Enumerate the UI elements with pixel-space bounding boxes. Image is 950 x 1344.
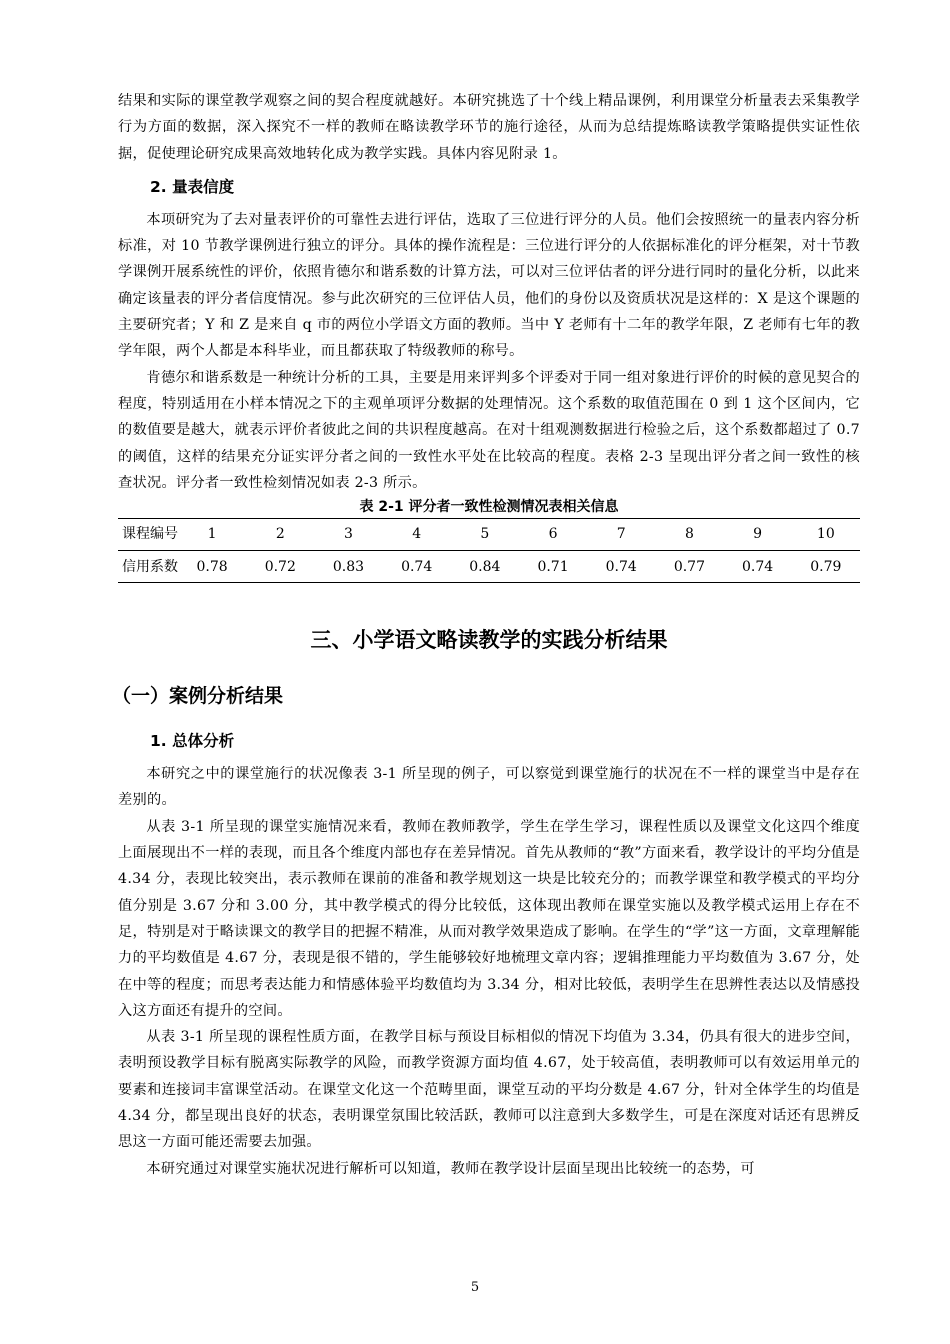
table-cell: 0.79 xyxy=(792,551,860,583)
table-cell: 5 xyxy=(480,526,490,543)
document-page xyxy=(112,88,860,1182)
table-cell: 0.72 xyxy=(246,551,314,583)
table-cell: 6 xyxy=(548,526,558,543)
table-cell: 0.78 xyxy=(178,551,246,583)
table-row xyxy=(118,551,860,583)
paragraph: 从表 3-1 所呈现的课程性质方面，在教学目标与预设目标相似的情况下均值为 3.34，仍具有很大的进步空间，表明预设教学目标有脱离实际教学的风险，而教学资源方面均值 4.67，处于较高值，表明教师可以有效运用单元的要素和连接词丰富课堂活动。在课堂文化这一个范畴里面，课堂互动的平均分数是 4.67 分，针对全体学生的均值是 4.34 分，都呈现出良好的状态，表明课堂氛围比较活跃，教师可以注意到大多数学生，可是在深度对话还有思辨反思这一方面可能还需要去加强。 xyxy=(118,1029,860,1151)
table-cell: 3 xyxy=(344,526,353,543)
table-cell: 9 xyxy=(753,526,763,543)
table-cell: 0.84 xyxy=(451,551,519,583)
table-cell: 10 xyxy=(816,526,835,543)
reliability-table xyxy=(118,518,860,583)
table-cell: 0.74 xyxy=(587,551,655,583)
page-number: 5 xyxy=(470,1280,480,1295)
table-cell: 0.74 xyxy=(724,551,792,583)
paragraph: 本项研究为了去对量表评价的可靠性去进行评估，选取了三位进行评分的人员。他们会按照统一的量表内容分析标准，对 10 节教学课例进行独立的评分。具体的操作流程是：三位进行评分的人依据标准化的评分框架，对十节教学课例开展系统性的评价，依照肯德尔和谐系数的计算方法，可以对三位评估者的评分进行同时的量化分析，以此来确定该量表的评分者信度情况。参与此次研究的三位评估人员，他们的身份以及资质状况是这样的：X 是这个课题的主要研究者；Y 和 Z 是来自 q 市的两位小学语文方面的教师。当中 Y 老师有十二年的教学年限，Z 老师有七年的教学年限，两个人都是本科毕业，而且都获取了特级教师的称号。 xyxy=(118,211,860,360)
paragraph: 从表 3-1 所呈现的课堂实施情况来看，教师在教师教学，学生在学生学习，课程性质以及课堂文化这四个维度上面展现出不一样的表现，而且各个维度内部也存在差异情况。首先从教师的“教”方面来看，教学设计的平均分值是 4.34 分，表现比较突出，表示教师在课前的准备和教学规划这一块是比较充分的；而教学课堂和教学模式的平均分值分别是 3.67 分和 3.00 分，其中教学模式的得分比较低，这体现出教师在课堂实施以及教学模式运用上存在不足，特别是对于略读课文的教学目的把握不精准，从而对教学效果造成了影响。在学生的“学”这一方面，文章理解能力的平均数值是 4.67 分，表现是很不错的，学生能够较好地梳理文章内容；逻辑推理能力平均数值为 3.67 分，处在中等的程度；而思考表达能力和情感体验平均数值均为 3.34 分，相对比较低，表明学生在思辨性表达以及情感投入这方面还有提升的空间。 xyxy=(118,818,860,1019)
table-cell: 4 xyxy=(412,526,422,543)
table-cell: 0.77 xyxy=(655,551,723,583)
table-cell: 0.83 xyxy=(314,551,382,583)
table-cell: 1 xyxy=(207,526,217,543)
table-cell: 0.71 xyxy=(519,551,587,583)
table-cell: 8 xyxy=(684,526,694,543)
paragraph: 结果和实际的课堂教学观察之间的契合程度就越好。本研究挑选了十个线上精品课例，利用课堂分析量表去采集教学行为方面的数据，深入探究不一样的教师在略读教学环节的施行途径，从而为总结提炼略读教学策略提供实证性依据，促使理论研究成果高效地转化成为教学实践。具体内容见附录 1。 xyxy=(118,93,860,162)
section-title: （一）案例分析结果 xyxy=(112,685,284,708)
subheading-overall: 1. 总体分析 xyxy=(150,732,235,751)
table-cell: 0.74 xyxy=(383,551,451,583)
table-cell: 2 xyxy=(275,526,285,543)
table-cell: 7 xyxy=(616,526,626,543)
paragraph: 本研究之中的课堂施行的状况像表 3-1 所呈现的例子，可以察觉到课堂施行的状况在不一样的课堂当中是存在差别的。 xyxy=(118,766,860,809)
row-header-coefficient: 信用系数 xyxy=(118,551,178,583)
table-row xyxy=(118,519,860,551)
paragraph: 肯德尔和谐系数是一种统计分析的工具，主要是用来评判多个评委对于同一组对象进行评价的时候的意见契合的程度，特别适用在小样本情况之下的主观单项评分数据的处理情况。这个系数的取值范围在 0 到 1 这个区间内，它的数值要是越大，就表示评价者彼此之间的共识程度越高。在对十组观测数据进行检验之后，这个系数都超过了 0.7 的阈值，这样的结果充分证实评分者之间的一致性水平处在比较高的程度。表格 2-3 呈现出评分者之间一致性的核查状况。评分者一致性检刻情况如表 2-3 所示。 xyxy=(118,369,860,491)
paragraph: 本研究通过对课堂实施状况进行解析可以知道，教师在教学设计层面呈现出比较统一的态势，可 xyxy=(146,1160,755,1177)
chapter-title: 三、小学语文略读教学的实践分析结果 xyxy=(310,628,668,653)
table-caption: 表 2-1 评分者一致性检测情况表相关信息 xyxy=(359,499,619,516)
subheading-reliability: 2. 量表信度 xyxy=(150,177,235,196)
row-header-course: 课程编号 xyxy=(122,526,178,543)
